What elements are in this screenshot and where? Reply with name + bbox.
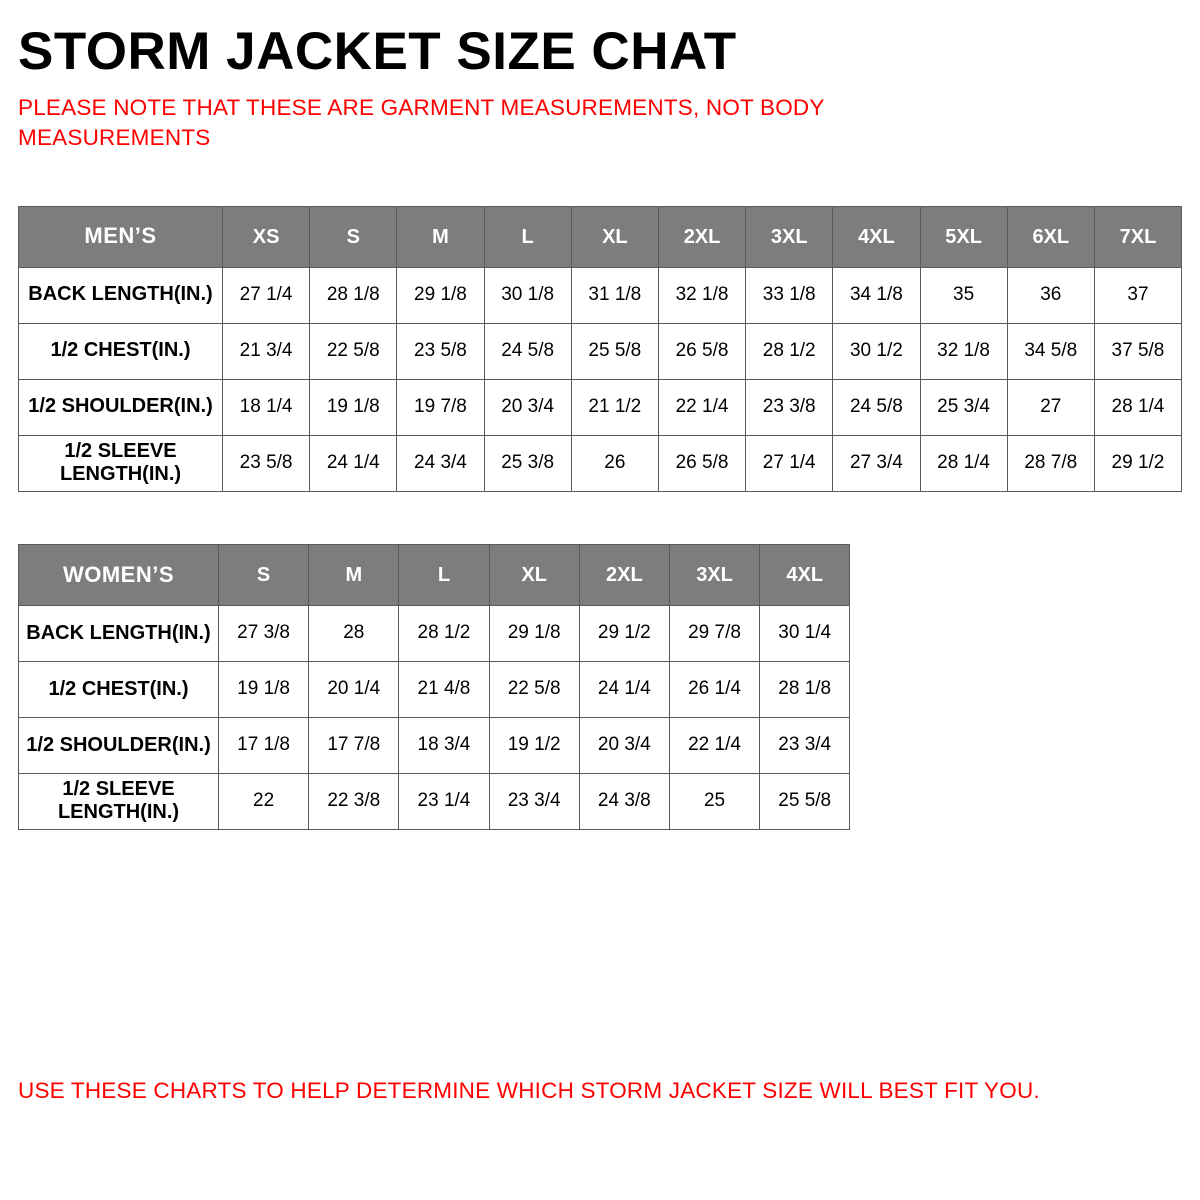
table-row [19,379,1182,435]
womens-size-header: 3XL [669,544,759,605]
mens-measurement-cell: 32 1/8 [658,267,745,323]
mens-size-table [18,206,1182,492]
mens-row-label: BACK LENGTH(IN.) [19,267,223,323]
mens-measurement-cell: 20 3/4 [484,379,571,435]
mens-measurement-cell: 24 3/4 [397,435,484,491]
mens-measurement-cell: 22 1/4 [658,379,745,435]
womens-header-row [19,544,850,605]
womens-measurement-cell: 28 1/2 [399,605,489,661]
table-row [19,605,850,661]
womens-measurement-cell: 28 1/8 [760,661,850,717]
measurement-note: PLEASE NOTE THAT THESE ARE GARMENT MEASUREMENTS, NOT BODY MEASUREMENTS [18,94,825,151]
womens-measurement-cell: 18 3/4 [399,717,489,773]
womens-size-header: 4XL [760,544,850,605]
table-row [19,773,850,829]
womens-measurement-cell: 24 3/8 [579,773,669,829]
womens-measurement-cell: 23 3/4 [760,717,850,773]
womens-measurement-cell: 23 1/4 [399,773,489,829]
mens-measurement-cell: 26 [571,435,658,491]
womens-row-label: 1/2 SLEEVE LENGTH(IN.) [19,773,219,829]
mens-measurement-cell: 21 1/2 [571,379,658,435]
mens-measurement-cell: 19 1/8 [310,379,397,435]
mens-size-header: 4XL [833,206,920,267]
mens-measurement-cell: 25 5/8 [571,323,658,379]
womens-measurement-cell: 30 1/4 [760,605,850,661]
mens-table-wrap [18,206,1182,492]
womens-size-header: S [219,544,309,605]
mens-size-header: 6XL [1007,206,1094,267]
mens-measurement-cell: 25 3/8 [484,435,571,491]
womens-size-header: L [399,544,489,605]
mens-measurement-cell: 23 5/8 [223,435,310,491]
womens-measurement-cell: 23 3/4 [489,773,579,829]
mens-measurement-cell: 29 1/2 [1094,435,1181,491]
mens-size-header: 2XL [658,206,745,267]
mens-row-label: 1/2 SHOULDER(IN.) [19,379,223,435]
womens-size-header: 2XL [579,544,669,605]
mens-measurement-cell: 35 [920,267,1007,323]
mens-size-header: 5XL [920,206,1007,267]
womens-measurement-cell: 24 1/4 [579,661,669,717]
womens-size-header: XL [489,544,579,605]
mens-measurement-cell: 26 5/8 [658,323,745,379]
mens-measurement-cell: 24 5/8 [484,323,571,379]
womens-measurement-cell: 19 1/2 [489,717,579,773]
mens-measurement-cell: 24 5/8 [833,379,920,435]
mens-size-header: S [310,206,397,267]
mens-row-label: 1/2 CHEST(IN.) [19,323,223,379]
mens-size-header: L [484,206,571,267]
mens-measurement-cell: 27 3/4 [833,435,920,491]
mens-measurement-cell: 28 7/8 [1007,435,1094,491]
womens-measurement-cell: 19 1/8 [219,661,309,717]
mens-measurement-cell: 27 1/4 [746,435,833,491]
womens-measurement-cell: 28 [309,605,399,661]
womens-measurement-cell: 29 1/2 [579,605,669,661]
mens-size-header: XS [223,206,310,267]
mens-measurement-cell: 23 5/8 [397,323,484,379]
page-title: STORM JACKET SIZE CHAT [18,22,737,81]
mens-measurement-cell: 28 1/4 [1094,379,1181,435]
mens-table-head [19,206,1182,267]
mens-measurement-cell: 31 1/8 [571,267,658,323]
mens-measurement-cell: 28 1/2 [746,323,833,379]
womens-measurement-cell: 25 5/8 [760,773,850,829]
mens-measurement-cell: 28 1/4 [920,435,1007,491]
womens-measurement-cell: 27 3/8 [219,605,309,661]
mens-measurement-cell: 18 1/4 [223,379,310,435]
womens-measurement-cell: 22 3/8 [309,773,399,829]
mens-measurement-cell: 34 5/8 [1007,323,1094,379]
womens-table-head [19,544,850,605]
womens-measurement-cell: 29 7/8 [669,605,759,661]
mens-measurement-cell: 22 5/8 [310,323,397,379]
mens-measurement-cell: 32 1/8 [920,323,1007,379]
mens-measurement-cell: 27 1/4 [223,267,310,323]
mens-table-body [19,267,1182,491]
mens-measurement-cell: 25 3/4 [920,379,1007,435]
mens-size-header: 3XL [746,206,833,267]
table-row [19,323,1182,379]
mens-measurement-cell: 28 1/8 [310,267,397,323]
womens-measurement-cell: 17 1/8 [219,717,309,773]
mens-measurement-cell: 36 [1007,267,1094,323]
womens-size-table [18,544,850,830]
womens-measurement-cell: 20 3/4 [579,717,669,773]
footer-note: USE THESE CHARTS TO HELP DETERMINE WHICH STORM JACKET SIZE WILL BEST FIT YOU. [18,1078,1040,1103]
womens-measurement-cell: 26 1/4 [669,661,759,717]
womens-row-label: 1/2 SHOULDER(IN.) [19,717,219,773]
mens-measurement-cell: 24 1/4 [310,435,397,491]
mens-size-header: XL [571,206,658,267]
mens-measurement-cell: 33 1/8 [746,267,833,323]
table-row [19,717,850,773]
mens-measurement-cell: 26 5/8 [658,435,745,491]
mens-measurement-cell: 21 3/4 [223,323,310,379]
womens-corner-label: WOMEN’S [19,544,219,605]
womens-row-label: 1/2 CHEST(IN.) [19,661,219,717]
mens-measurement-cell: 27 [1007,379,1094,435]
mens-measurement-cell: 34 1/8 [833,267,920,323]
mens-corner-label: MEN’S [19,206,223,267]
womens-row-label: BACK LENGTH(IN.) [19,605,219,661]
table-row [19,267,1182,323]
mens-size-header: 7XL [1094,206,1181,267]
mens-measurement-cell: 29 1/8 [397,267,484,323]
womens-measurement-cell: 22 5/8 [489,661,579,717]
womens-measurement-cell: 17 7/8 [309,717,399,773]
mens-measurement-cell: 37 [1094,267,1181,323]
mens-measurement-cell: 30 1/2 [833,323,920,379]
table-row [19,435,1182,491]
womens-measurement-cell: 21 4/8 [399,661,489,717]
womens-measurement-cell: 29 1/8 [489,605,579,661]
mens-size-header: M [397,206,484,267]
mens-measurement-cell: 30 1/8 [484,267,571,323]
mens-measurement-cell: 19 7/8 [397,379,484,435]
womens-measurement-cell: 22 [219,773,309,829]
table-row [19,661,850,717]
womens-table-body [19,605,850,829]
mens-measurement-cell: 37 5/8 [1094,323,1181,379]
womens-size-header: M [309,544,399,605]
womens-table-wrap [18,544,1182,830]
mens-row-label: 1/2 SLEEVE LENGTH(IN.) [19,435,223,491]
womens-measurement-cell: 25 [669,773,759,829]
womens-measurement-cell: 20 1/4 [309,661,399,717]
mens-measurement-cell: 23 3/8 [746,379,833,435]
womens-measurement-cell: 22 1/4 [669,717,759,773]
mens-header-row [19,206,1182,267]
